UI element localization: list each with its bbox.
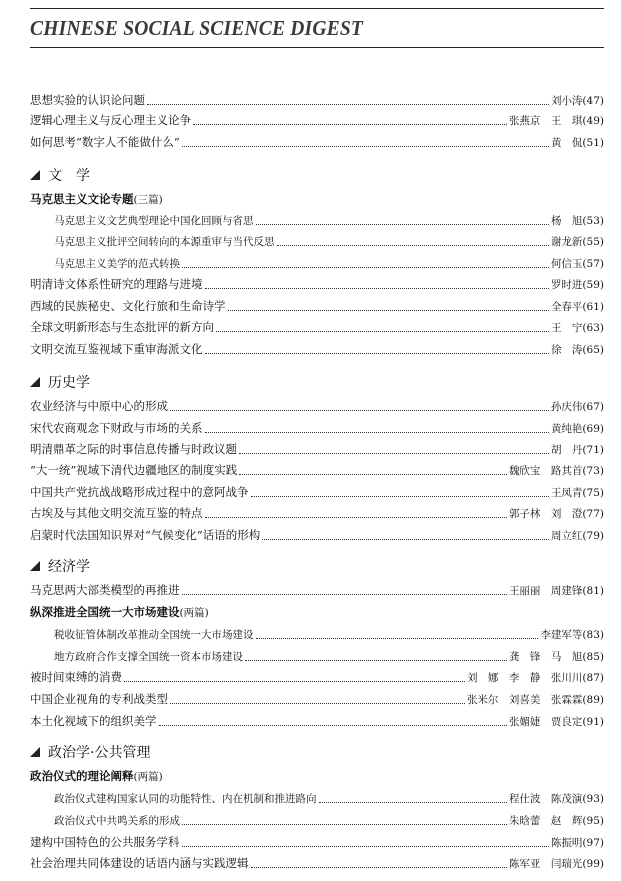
author-page: 王丽丽 周建锋(81) bbox=[508, 585, 604, 597]
article-title: 中国企业视角的专利战类型 bbox=[30, 692, 168, 706]
author-page: 陈振明(97) bbox=[550, 837, 604, 849]
toc-entry bbox=[30, 272, 604, 292]
article-title: 全球文明新形态与生态批评的新方向 bbox=[30, 320, 214, 334]
author-page: 王凤青(75) bbox=[550, 487, 604, 499]
article-title: 农业经济与中原中心的形成 bbox=[30, 399, 168, 413]
section-heading bbox=[30, 742, 150, 762]
dot-leader bbox=[124, 681, 465, 682]
author-page: 龚 锋 马 旭(85) bbox=[508, 651, 604, 663]
dot-leader bbox=[277, 245, 549, 246]
dot-leader bbox=[193, 124, 507, 125]
journal-title: CHINESE SOCIAL SCIENCE DIGEST bbox=[30, 16, 364, 40]
toc-entry bbox=[30, 337, 604, 357]
section-title: 文 学 bbox=[48, 168, 90, 184]
article-title: 启蒙时代法国知识界对“气候变化”话语的形构 bbox=[30, 528, 261, 542]
toc-entry bbox=[30, 851, 604, 871]
toc-subentry bbox=[54, 251, 604, 271]
article-title: 马克思主义批评空间转向的本源重审与当代反思 bbox=[54, 236, 275, 248]
toc-entry bbox=[30, 830, 604, 850]
toc-subentry bbox=[54, 786, 604, 806]
section-title: 历史学 bbox=[48, 375, 90, 391]
dot-leader bbox=[205, 288, 549, 289]
dot-leader bbox=[170, 703, 465, 704]
toc-entry bbox=[30, 294, 604, 314]
toc-entry bbox=[30, 709, 604, 729]
dot-leader bbox=[182, 267, 549, 268]
article-title: 思想实验的认识论问题 bbox=[30, 93, 145, 107]
author-page: 黄纯艳(69) bbox=[550, 423, 604, 435]
dot-leader bbox=[239, 474, 507, 475]
article-title: 文明交流互鉴视域下重审海派文化 bbox=[30, 342, 203, 356]
dot-leader bbox=[170, 410, 549, 411]
article-title: 本土化视域下的组织美学 bbox=[30, 714, 157, 728]
toc-entry bbox=[30, 108, 604, 128]
article-title: 古埃及与其他文明交流互鉴的特点 bbox=[30, 506, 203, 520]
article-title: 地方政府合作支撑全国统一资本市场建设 bbox=[54, 651, 243, 663]
toc-entry bbox=[30, 480, 604, 500]
author-page: 王 宁(63) bbox=[550, 322, 604, 334]
section-title: 经济学 bbox=[48, 559, 90, 575]
article-title: 明清诗文体系性研究的理路与进境 bbox=[30, 277, 203, 291]
dot-leader bbox=[182, 824, 507, 825]
special-topic-heading bbox=[30, 764, 163, 784]
author-page: 何信玉(57) bbox=[550, 258, 604, 270]
dot-leader bbox=[262, 539, 549, 540]
author-page: 刘 娜 李 静 张川川(87) bbox=[466, 672, 604, 684]
toc-subentry bbox=[54, 622, 604, 642]
article-title: 西域的民族秘史、文化行旅和生命诗学 bbox=[30, 299, 226, 313]
article-title: 马克思主义文艺典型理论中国化回顾与省思 bbox=[54, 215, 254, 227]
special-topic-count: (三篇) bbox=[133, 194, 163, 206]
dot-leader bbox=[256, 224, 549, 225]
author-page: 周立红(79) bbox=[550, 530, 604, 542]
article-title: 税收征管体制改革推动全国统一大市场建设 bbox=[54, 629, 254, 641]
dot-leader bbox=[228, 310, 549, 311]
toc-entry bbox=[30, 88, 604, 108]
author-page: 陈军亚 闫瑞光(99) bbox=[508, 858, 604, 870]
dot-leader bbox=[205, 353, 549, 354]
author-page: 谢龙新(55) bbox=[550, 236, 604, 248]
toc-subentry bbox=[54, 808, 604, 828]
dot-leader bbox=[245, 660, 507, 661]
dot-leader bbox=[251, 867, 507, 868]
author-page: 李建军等(83) bbox=[540, 629, 604, 641]
author-page: 程仕波 陈茂演(93) bbox=[508, 793, 604, 805]
author-page: 罗时进(59) bbox=[550, 279, 604, 291]
section-heading bbox=[30, 165, 90, 185]
author-page: 张媚婕 贾良定(91) bbox=[508, 716, 604, 728]
toc-entry bbox=[30, 458, 604, 478]
triangle-bullet-icon bbox=[30, 377, 40, 387]
dot-leader bbox=[182, 594, 507, 595]
author-page: 黄 侃(51) bbox=[550, 137, 604, 149]
dot-leader bbox=[319, 802, 507, 803]
article-title: 马克思主义美学的范式转换 bbox=[54, 258, 180, 270]
article-title: 逻辑心理主义与反心理主义论争 bbox=[30, 113, 191, 127]
article-title: 马克思两大部类模型的再推进 bbox=[30, 583, 180, 597]
header-rule bbox=[30, 47, 604, 48]
triangle-bullet-icon bbox=[30, 561, 40, 571]
article-title: 政治仪式中共鸣关系的形成 bbox=[54, 815, 180, 827]
section-title: 政治学·公共管理 bbox=[48, 745, 151, 761]
article-title: 如何思考“数字人不能做什么” bbox=[30, 135, 180, 149]
dot-leader bbox=[216, 331, 549, 332]
toc-entry bbox=[30, 130, 604, 150]
toc-entry bbox=[30, 315, 604, 335]
toc-entry bbox=[30, 578, 604, 598]
dot-leader bbox=[256, 638, 539, 639]
article-title: 社会治理共同体建设的话语内涵与实践逻辑 bbox=[30, 856, 249, 870]
dot-leader bbox=[205, 517, 507, 518]
author-page: 郭子林 刘 澄(77) bbox=[508, 508, 604, 520]
dot-leader bbox=[251, 496, 549, 497]
article-title: 中国共产党抗战战略形成过程中的意阿战争 bbox=[30, 485, 249, 499]
toc-entry bbox=[30, 394, 604, 414]
article-title: 政治仪式建构国家认同的功能特性、内在机制和推进路向 bbox=[54, 793, 317, 805]
special-topic-title: 政治仪式的理论阐释 bbox=[30, 769, 134, 783]
article-title: 建构中国特色的公共服务学科 bbox=[30, 835, 180, 849]
toc-entry bbox=[30, 416, 604, 436]
dot-leader bbox=[147, 104, 549, 105]
author-page: 徐 涛(65) bbox=[550, 344, 604, 356]
toc-entry bbox=[30, 523, 604, 543]
author-page: 杨 旭(53) bbox=[550, 215, 604, 227]
dot-leader bbox=[182, 846, 549, 847]
article-title: “大一统”视域下清代边疆地区的制度实践 bbox=[30, 463, 238, 477]
special-topic-count: (两篇) bbox=[133, 771, 163, 783]
dot-leader bbox=[182, 146, 549, 147]
special-topic-count: (两篇) bbox=[179, 607, 209, 619]
special-topic-heading bbox=[30, 187, 163, 207]
author-page: 张燕京 王 琪(49) bbox=[508, 115, 604, 127]
special-topic-heading bbox=[30, 600, 209, 620]
dot-leader bbox=[239, 453, 549, 454]
toc-entry bbox=[30, 437, 604, 457]
dot-leader bbox=[205, 432, 549, 433]
toc-subentry bbox=[54, 644, 604, 664]
special-topic-title: 马克思主义文论专题 bbox=[30, 192, 134, 206]
toc-entry bbox=[30, 665, 604, 685]
journal-header bbox=[30, 8, 604, 41]
author-page: 朱晗蕾 赵 辉(95) bbox=[508, 815, 604, 827]
dot-leader bbox=[159, 725, 507, 726]
toc-entry bbox=[30, 687, 604, 707]
article-title: 明清鼎革之际的时事信息传播与时政议题 bbox=[30, 442, 237, 456]
section-heading bbox=[30, 556, 90, 576]
special-topic-title: 纵深推进全国统一大市场建设 bbox=[30, 605, 180, 619]
toc-subentry bbox=[54, 208, 604, 228]
triangle-bullet-icon bbox=[30, 747, 40, 757]
triangle-bullet-icon bbox=[30, 170, 40, 180]
section-heading bbox=[30, 372, 90, 392]
author-page: 孙庆伟(67) bbox=[550, 401, 604, 413]
article-title: 宋代农商观念下财政与市场的关系 bbox=[30, 421, 203, 435]
author-page: 胡 丹(71) bbox=[550, 444, 604, 456]
author-page: 刘小涛(47) bbox=[550, 95, 604, 107]
author-page: 魏欣宝 路其首(73) bbox=[508, 465, 604, 477]
author-page: 全春平(61) bbox=[550, 301, 604, 313]
article-title: 被时间束缚的消费 bbox=[30, 670, 122, 684]
toc-subentry bbox=[54, 229, 604, 249]
author-page: 张米尔 刘喜美 张霖霖(89) bbox=[466, 694, 604, 706]
toc-entry bbox=[30, 501, 604, 521]
